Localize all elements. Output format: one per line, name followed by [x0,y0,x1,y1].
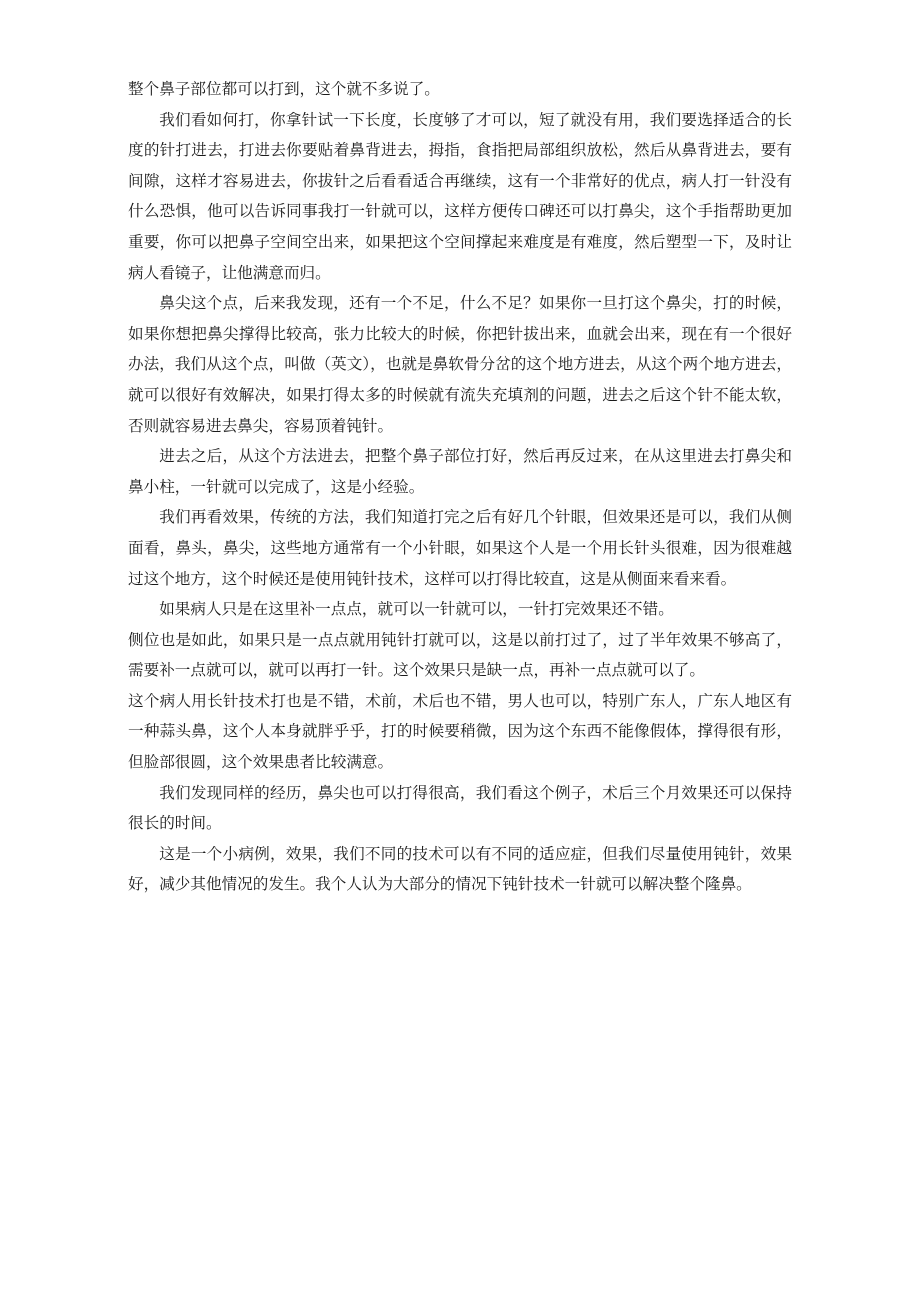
paragraph-10: 这是一个小病例，效果，我们不同的技术可以有不同的适应症，但我们尽量使用钝针，效果好，减少其他情况的发生。我个人认为大部分的情况下钝针技术一针就可以解决整个隆鼻。 [128,844,792,894]
paragraph-9: 我们发现同样的经历，鼻尖也可以打得很高，我们看这个例子，术后三个月效果还可以保持很长的时间。 [128,783,792,833]
paragraph-8: 这个病人用长针技术打也是不错，术前，术后也不错，男人也可以，特别广东人，广东人地区有一种蒜头鼻，这个人本身就胖乎乎，打的时候要稍微，因为这个东西不能像假体，撑得很有形，但脸部很圆，这个效果患者比较满意。 [128,691,792,772]
paragraph-6: 如果病人只是在这里补一点点，就可以一针就可以，一针打完效果还不错。 [159,600,674,619]
paragraph-2: 我们看如何打，你拿针试一下长度，长度够了才可以，短了就没有用，我们要选择适合的长度的针打进去，打进去你要贴着鼻背进去，拇指，食指把局部组织放松，然后从鼻背进去，要有间隙，这样才容易进去，你拔针之后看看适合再继续，这有一个非常好的优点，病人打一针没有什么恐惧，他可以告诉同事我打一针就可以，这样方便传口碑还可以打鼻尖，这个手指帮助更加重要，你可以把鼻子空间空出来，如果把这个空间撑起来难度是有难度，然后塑型一下，及时让病人看镜子，让他满意而归。 [128,110,792,282]
paragraph-4: 进去之后，从这个方法进去，把整个鼻子部位打好，然后再反过来，在从这里进去打鼻尖和鼻小柱，一针就可以完成了，这是小经验。 [128,447,792,496]
paragraph-3: 鼻尖这个点，后来我发现，还有一个不足，什么不足？如果你一旦打这个鼻尖，打的时候，如果你想把鼻尖撑得比较高，张力比较大的时候，你把针拔出来，血就会出来，现在有一个很好办法，我们从这个点，叫做（英文），也就是鼻软骨分岔的这个地方进去，从这个两个地方进去，就可以很好有效解决，如果打得太多的时候就有流失充填剂的问题，进去之后这个针不能太软，否则就容易进去鼻尖，容易顶着钝针。 [128,294,792,435]
document-page [128,74,792,900]
paragraph-5: 我们再看效果，传统的方法，我们知道打完之后有好几个针眼，但效果还是可以，我们从侧面看，鼻头，鼻尖，这些地方通常有一个小针眼，如果这个人是一个用长针头很难，因为很难越过这个地方，这个时候还是使用钝针技术，这样可以打得比较直，这是从侧面来看来看。 [128,508,792,588]
paragraph-7: 侧位也是如此，如果只是一点点就用钝针打就可以，这是以前打过了，过了半年效果不够高了，需要补一点就可以，就可以再打一针。这个效果只是缺一点，再补一点点就可以了。 [128,630,792,680]
paragraph-1: 整个鼻子部位都可以打到，这个就不多说了。 [128,80,440,98]
